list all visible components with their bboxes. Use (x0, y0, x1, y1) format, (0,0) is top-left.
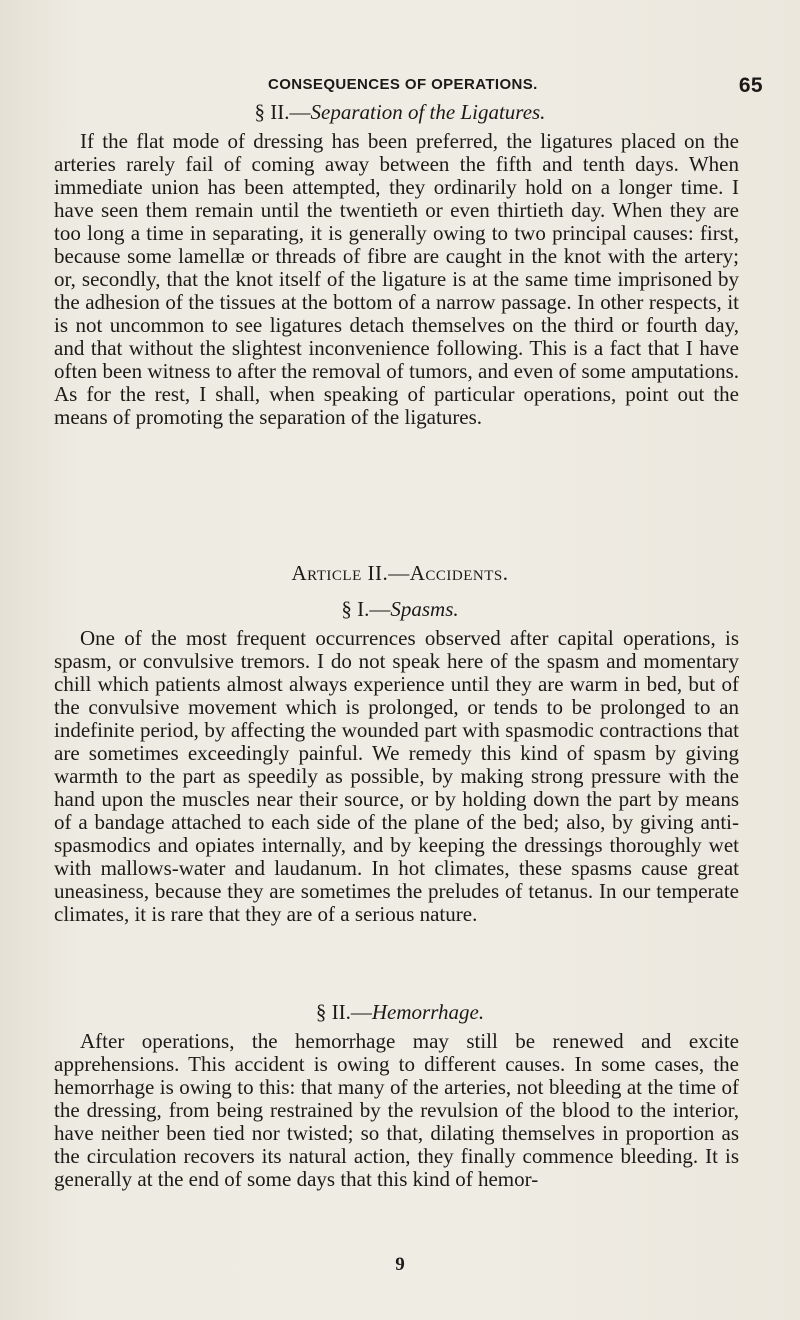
section-heading-separation (0, 100, 800, 125)
section-number: § II.— (254, 100, 311, 124)
section-number: § I.— (341, 597, 391, 621)
paragraph-text: If the flat mode of dressing has been preferred, the ligatures placed on the arteries rarely fail of coming away between the fifth and tenth days. When immediate union has been attempted, they ordinarily hold on a longer time. I have seen them remain until the twentieth or even thirtieth day. When they are too long a time in separating, it is generally owing to two principal causes: first, because some lamellæ or threads of fibre are caught in the knot with the artery; or, secondly, that the knot itself of the ligature is at the same time imprisoned by the adhesion of the tissues at the bottom of a narrow passage. In other respects, it is not uncommon to see ligatures detach themselves on the third or fourth day, and that without the slightest inconvenience following. This is a fact that I have often been witness to after the removal of tumors, and even of some amputations. As for the rest, I shall, when speaking of particular operations, point out the means of promoting the separation of the ligatures. (54, 129, 739, 429)
signature-mark: 9 (395, 1254, 405, 1275)
section-title: Hemorrhage. (371, 1000, 485, 1024)
section-heading-hemorrhage (0, 1000, 800, 1025)
section-title: Spasms. (390, 597, 459, 621)
section-heading-spasms (0, 597, 800, 622)
paragraph-spasms (54, 627, 739, 926)
paragraph-separation (54, 130, 739, 429)
section-title: Separation of the Ligatures. (310, 100, 546, 124)
article-heading: Article II.—Accidents. (291, 561, 509, 585)
paragraph-hemorrhage (54, 1030, 739, 1191)
running-head (268, 74, 768, 97)
running-head-title: CONSEQUENCES OF OPERATIONS. (268, 76, 538, 93)
section-number: § II.— (315, 1000, 372, 1024)
paragraph-text: One of the most frequent occurrences observed after capital operations, is spasm, or convulsive tremors. I do not speak here of the spasm and momentary chill which patients almost always experience until they are warm in bed, but of the convulsive movement which is prolonged, or tends to be prolonged to an indefinite period, by affecting the wounded part with spasmodic contractions that are sometimes exceedingly painful. We remedy this kind of spasm by giving warmth to the part as speedily as possible, by making strong pressure with the hand upon the muscles near their source, or by holding down the part by means of a bandage attached to each side of the plane of the bed; also, by giving anti-spasmodics and opiates internally, and by keeping the dressings thoroughly wet with mallows-water and laudanum. In hot climates, these spasms cause great uneasiness, because they are sometimes the preludes of tetanus. In our temperate climates, it is rare that they are of a serious nature. (54, 626, 739, 926)
page-number: 65 (738, 74, 763, 97)
paragraph-text: After operations, the hemorrhage may still be renewed and excite apprehensions. This accident is owing to different causes. In some cases, the hemorrhage is owing to this: that many of the arteries, not bleeding at the time of the dressing, from being restrained by the revulsion of the blood to the interior, have neither been tied nor twisted; so that, dilating themselves in proportion as the circulation recovers its natural action, they finally commence bleeding. It is generally at the end of some days that this kind of hemor- (54, 1029, 739, 1191)
